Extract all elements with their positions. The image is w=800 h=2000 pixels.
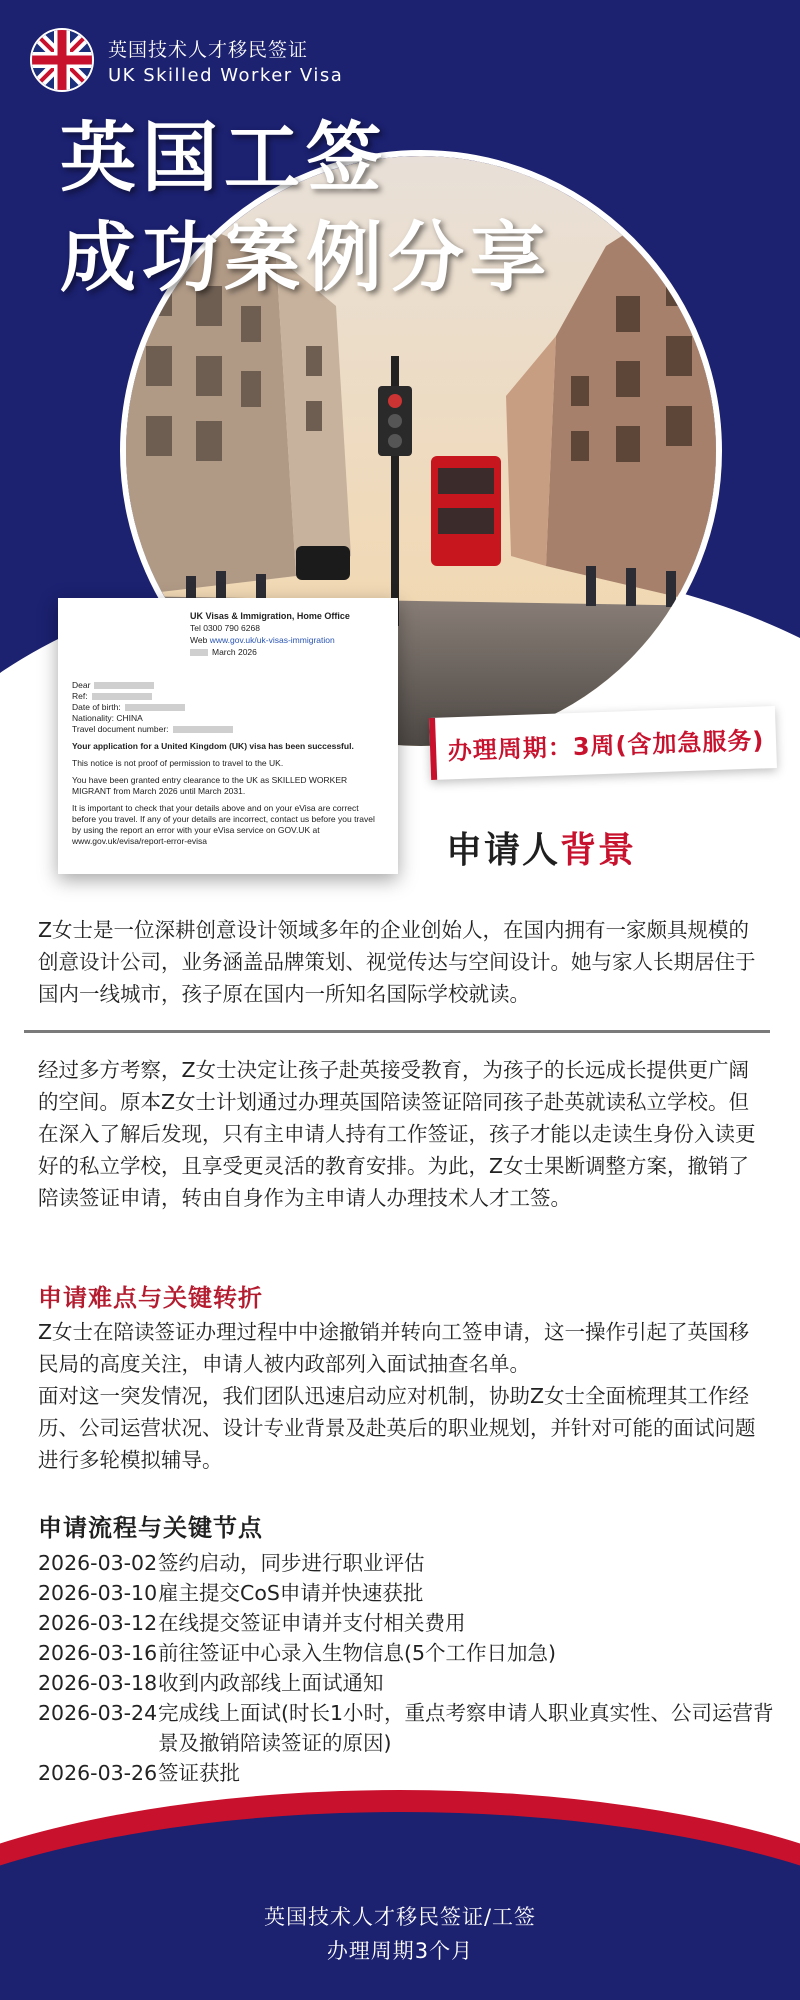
- letter-nationality: Nationality: CHINA: [72, 713, 143, 723]
- footer-line-1: 英国技术人才移民签证/工签: [263, 1905, 537, 1929]
- timeline-item: [38, 1698, 778, 1758]
- timeline-item: [38, 1758, 778, 1788]
- letter-check: It is important to check that your details above and on your eVisa are correct before you travel. If any of your details are incorrect, contact us before you travel by using the report an error with your eVisa service on GOV.UK at www.gov.uk/evisa/report-error-evisa: [72, 803, 375, 846]
- footer-text: [0, 1900, 800, 1968]
- timeline-date: 2026-03-16: [38, 1641, 158, 1665]
- redaction: [125, 704, 185, 711]
- processing-period-banner: [429, 706, 777, 780]
- letter-date-text: March 2026: [212, 647, 257, 657]
- timeline-text: 完成线上面试(时长1小时，重点考察申请人职业真实性、公司运营背景及撤销陪读签证的原因): [158, 1701, 774, 1755]
- brand-name-en: UK Skilled Worker Visa: [108, 64, 344, 86]
- timeline-text: 在线提交签证申请并支付相关费用: [158, 1611, 466, 1635]
- redaction: [190, 649, 208, 656]
- letter-ref: [72, 691, 384, 702]
- letter-granted: You have been granted entry clearance to the UK as SKILLED WORKER MIGRANT from March 2026 until March 2031.: [72, 775, 348, 796]
- letter-body: [72, 680, 384, 847]
- process-section-title: 申请流程与关键节点: [38, 1514, 263, 1542]
- letter-travel-doc-text: Travel document number:: [72, 724, 169, 734]
- letter-dob: [72, 702, 384, 713]
- difficulty-paragraph: Z女士在陪读签证办理过程中中途撤销并转向工签申请，这一操作引起了英国移民局的高度关注，申请人被内政部列入面试抽查名单。: [38, 1320, 750, 1376]
- applicant-background-title-part2: 背景: [560, 830, 637, 871]
- timeline-text: 前往签证中心录入生物信息(5个工作日加急): [158, 1641, 557, 1665]
- timeline-text: 雇主提交CoS申请并快速获批: [158, 1581, 424, 1605]
- decision-paragraph: 经过多方考察，Z女士决定让孩子赴英接受教育，为孩子的长远成长提供更广阔的空间。原本Z女士计划通过办理英国陪读签证陪同孩子赴英就读私立学校。但在深入了解后发现，只有主申请人持有工作签证，孩子才能以走读生身份入读更好的私立学校，且享受更灵活的教育安排。为此，Z女士果断调整方案，撤销了陪读签证申请，转由自身作为主申请人办理技术人才工签。: [38, 1058, 756, 1210]
- hero-title: [60, 108, 552, 308]
- timeline-item: [38, 1638, 778, 1668]
- brand-name-cn: 英国技术人才移民签证: [108, 38, 309, 61]
- letter-notice: This notice is not proof of permission to travel to the UK.: [72, 758, 284, 768]
- letter-ref-text: Ref:: [72, 691, 88, 701]
- timeline-item: [38, 1668, 778, 1698]
- timeline-date: 2026-03-26: [38, 1761, 158, 1785]
- applicant-background-title: [446, 822, 636, 873]
- brand-text: [108, 35, 343, 86]
- timeline-item: [38, 1548, 778, 1578]
- timeline-item: [38, 1608, 778, 1638]
- intro-paragraph: Z女士是一位深耕创意设计领域多年的企业创始人，在国内拥有一家颇具规模的创意设计公司，业务涵盖品牌策划、视觉传达与空间设计。她与家人长期居住于国内一线城市，孩子原在国内一所知名国际学校就读。: [38, 918, 756, 1006]
- redaction: [94, 682, 154, 689]
- timeline-date: 2026-03-12: [38, 1611, 158, 1635]
- letter-web-prefix: Web: [190, 635, 210, 645]
- timeline-date: 2026-03-10: [38, 1581, 158, 1605]
- difficulty-section-title: 申请难点与关键转折: [38, 1284, 263, 1312]
- footer-line-2: 办理周期3个月: [326, 1939, 474, 1963]
- letter-dob-text: Date of birth:: [72, 702, 121, 712]
- response-paragraph: 面对这一突发情况，我们团队迅速启动应对机制，协助Z女士全面梳理其工作经历、公司运营状况、设计专业背景及赴英后的职业规划，并针对可能的面试问题进行多轮模拟辅导。: [38, 1384, 756, 1472]
- hero-title-line-1: 英国工签: [60, 113, 388, 202]
- timeline-date: 2026-03-18: [38, 1671, 158, 1695]
- letter-header: [190, 610, 384, 658]
- letter-web-url: www.gov.uk/uk-visas-immigration: [209, 635, 335, 645]
- letter-success: Your application for a United Kingdom (UK) visa has been successful.: [72, 741, 354, 751]
- footer: [0, 1790, 800, 2000]
- timeline-text: 签证获批: [158, 1761, 240, 1785]
- letter-travel-doc: [72, 724, 384, 735]
- timeline-date: 2026-03-24: [38, 1701, 158, 1725]
- redaction: [173, 726, 233, 733]
- section-divider: [24, 1030, 770, 1033]
- uk-flag-icon: [30, 28, 94, 92]
- letter-dear: [72, 680, 384, 691]
- visa-approval-letter: [58, 598, 398, 874]
- timeline-item: [38, 1578, 778, 1608]
- timeline-text: 签约启动，同步进行职业评估: [158, 1551, 425, 1575]
- process-timeline: [38, 1548, 778, 1788]
- timeline-text: 收到内政部线上面试通知: [158, 1671, 384, 1695]
- letter-tel: Tel 0300 790 6268: [190, 623, 260, 633]
- brand-logo: [30, 28, 343, 92]
- letter-dear-text: Dear: [72, 680, 91, 690]
- redaction: [92, 693, 152, 700]
- letter-date: [190, 646, 384, 658]
- applicant-background-title-part1: 申请人: [446, 830, 561, 871]
- letter-web: [190, 634, 384, 646]
- letter-org: UK Visas & Immigration, Home Office: [190, 611, 350, 621]
- processing-period-text: 办理周期：3周(含加急服务): [447, 725, 765, 765]
- timeline-date: 2026-03-02: [38, 1551, 158, 1575]
- hero-title-line-2: 成功案例分享: [60, 213, 552, 302]
